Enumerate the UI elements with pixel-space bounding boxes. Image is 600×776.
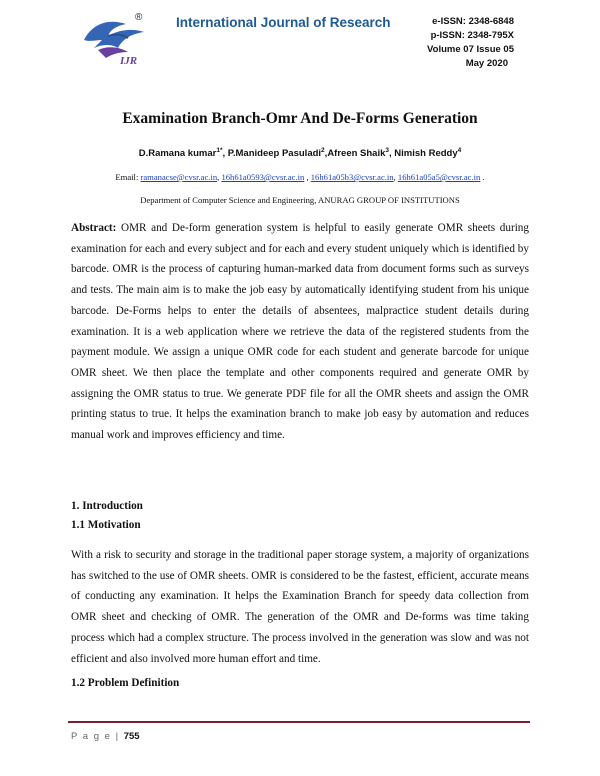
author-affiliation: 4 — [457, 147, 462, 154]
abstract — [71, 218, 529, 446]
author-affiliation: 2 — [321, 147, 325, 154]
page-label: P a g e | — [71, 731, 120, 742]
journal-logo — [78, 10, 158, 66]
motivation-paragraph: With a risk to security and storage in the traditional paper storage system, a majority of organizations has switched to the use of OMR sheets. OMR is considered to be the fastest, efficient, accurate means of conducting any examination. It helps the Examination Branch for speedy data collection from OMR sheet and checking of OMR. The generation of the OMR and De-forms was time taking process which had a complex structure. The process involved in the generation was slow and was not efficient and also involved more human effort and time. — [71, 549, 529, 665]
abstract-label: Abstract: — [71, 222, 117, 234]
page-number: 755 — [123, 731, 140, 742]
footer-divider — [68, 721, 530, 723]
email-line: Email: ramanacse@cvsr.ac.in, 16h61a0593@cvsr.ac.in , 16h61a05b3@cvsr.ac.in, 16h61a05a5@cvsr.ac.in . — [115, 172, 485, 182]
email-link[interactable]: 16h61a05b3@cvsr.ac.in — [310, 172, 394, 182]
eissn: e-ISSN: 2348-6848 — [432, 16, 514, 27]
pissn: p-ISSN: 2348-795X — [430, 30, 514, 41]
section-heading-motivation: 1.1 Motivation — [71, 519, 141, 531]
author-list: D.Ramana kumar$^{1*}$, P.Manideep Pasuladi$^2$,Afreen Shaik$^3$, Nimish Reddy$^4$ — [138, 147, 462, 160]
issn-block — [427, 15, 514, 71]
pegasus-logo-icon — [78, 10, 158, 66]
email-link[interactable]: 16h61a0593@cvsr.ac.in — [221, 172, 305, 182]
paper-title: Examination Branch-Omr And De-Forms Generation — [122, 110, 478, 127]
author-name: Afreen Shaik — [327, 148, 386, 160]
author-affiliation: 1* — [216, 147, 223, 154]
author-name: P.Manideep Pasuladi — [227, 148, 322, 160]
email-label: Email: — [115, 172, 139, 182]
email-link[interactable]: 16h61a05a5@cvsr.ac.in — [397, 172, 481, 182]
author-name: Nimish Reddy — [394, 148, 458, 160]
page-footer — [71, 731, 140, 742]
svg-text:IJR: IJR — [120, 55, 138, 66]
section-heading-introduction: 1. Introduction — [71, 500, 143, 512]
abstract-text: OMR and De-form generation system is helpful to easily generate OMR sheets during examination for each and every subject and for each and every student uniquely which is identified by barcode. OMR is the process of capturing human-marked data from document forms such as surveys and tests. The main aim is to make the job easy by automatically identifying student from his unique barcode. De-Forms helps to enter the details of absentees, malpractice student details during examination. It is a web application where we retrieve the data of the registered students from the payment module. We assign a unique OMR code for each student and generate barcode for unique OMR sheet. We then place the template and other components required and generate OMR by assigning the OMR status to true. We generate PDF file for all the OMR sheets and assign the OMR printing status to true. It helps the examination branch to make job easy by automation and reduces manual work and improves efficiency and time. — [71, 222, 529, 442]
issue-date: May 2020 — [465, 58, 508, 69]
author-affiliation: 3 — [385, 147, 390, 154]
registered-mark: ® — [135, 12, 143, 23]
journal-title: International Journal of Research — [176, 15, 391, 30]
volume-issue: Volume 07 Issue 05 — [427, 44, 514, 55]
department-affiliation: Department of Computer Science and Engineering, ANURAG GROUP OF INSTITUTIONS — [140, 195, 460, 205]
author-name: D.Ramana kumar — [138, 148, 217, 160]
email-link[interactable]: ramanacse@cvsr.ac.in — [140, 172, 218, 182]
section-heading-problem-definition: 1.2 Problem Definition — [71, 677, 180, 689]
